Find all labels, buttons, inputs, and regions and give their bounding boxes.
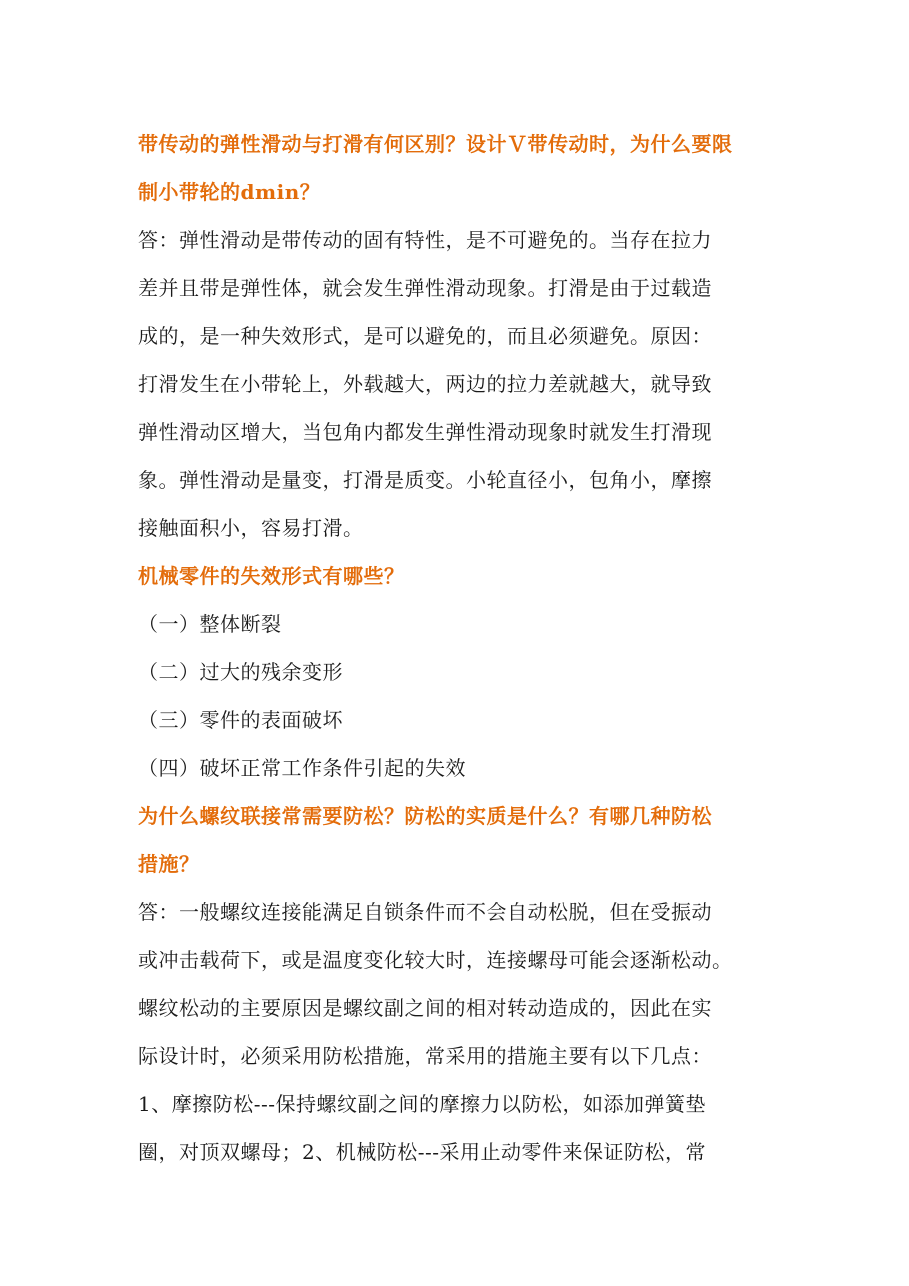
answer-2-item-2: （二）过大的残余变形 bbox=[138, 660, 343, 684]
answer-1-line-7: 接触面积小，容易打滑。 bbox=[138, 516, 364, 540]
answer-1-line-3: 成的，是一种失效形式，是可以避免的，而且必须避免。原因： bbox=[138, 324, 712, 348]
question-1-line-1: 带传动的弹性滑动与打滑有何区别？设计Ｖ带传动时，为什么要限 bbox=[138, 132, 733, 156]
answer-2-item-1: （一）整体断裂 bbox=[138, 612, 282, 636]
question-2-line-1: 机械零件的失效形式有哪些？ bbox=[138, 564, 405, 588]
answer-1-line-5: 弹性滑动区增大，当包角内都发生弹性滑动现象时就发生打滑现 bbox=[138, 420, 712, 444]
answer-2-item-4: （四）破坏正常工作条件引起的失效 bbox=[138, 756, 466, 780]
answer-3-line-4: 际设计时，必须采用防松措施，常采用的措施主要有以下几点： bbox=[138, 1044, 712, 1068]
answer-1-line-1: 答：弹性滑动是带传动的固有特性，是不可避免的。当存在拉力 bbox=[138, 228, 712, 252]
answer-3-line-3: 螺纹松动的主要原因是螺纹副之间的相对转动造成的，因此在实 bbox=[138, 996, 712, 1020]
answer-2-item-3: （三）零件的表面破坏 bbox=[138, 708, 343, 732]
answer-3-line-2: 或冲击载荷下，或是温度变化较大时，连接螺母可能会逐渐松动。 bbox=[138, 948, 733, 972]
answer-3-line-6: 圈，对顶双螺母；2、机械防松---采用止动零件来保证防松，常 bbox=[138, 1140, 706, 1164]
question-1-line-2: 制小带轮的dmin？ bbox=[138, 180, 321, 204]
question-3-line-1: 为什么螺纹联接常需要防松？防松的实质是什么？有哪几种防松 bbox=[138, 804, 712, 828]
answer-3-line-1: 答：一般螺纹连接能满足自锁条件而不会自动松脱，但在受振动 bbox=[138, 900, 712, 924]
document-page bbox=[138, 120, 778, 1176]
answer-1-line-6: 象。弹性滑动是量变，打滑是质变。小轮直径小，包角小，摩擦 bbox=[138, 468, 712, 492]
question-3-line-2: 措施？ bbox=[138, 852, 200, 876]
answer-1-line-2: 差并且带是弹性体，就会发生弹性滑动现象。打滑是由于过载造 bbox=[138, 276, 712, 300]
answer-3-line-5: 1、摩擦防松---保持螺纹副之间的摩擦力以防松，如添加弹簧垫 bbox=[138, 1092, 706, 1116]
answer-1-line-4: 打滑发生在小带轮上，外载越大，两边的拉力差就越大，就导致 bbox=[138, 372, 712, 396]
